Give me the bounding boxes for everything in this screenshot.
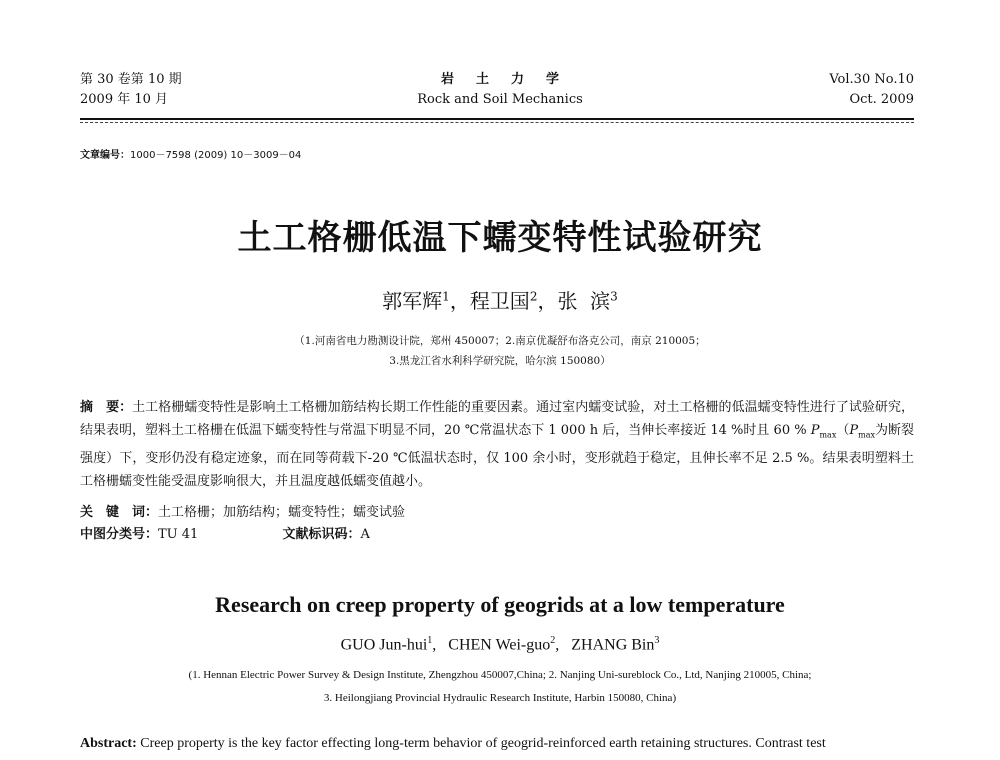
journal-name-en: Rock and Soil Mechanics (417, 92, 583, 107)
volume-number-en: Vol.30 No.10 (829, 72, 914, 87)
header-rule (80, 118, 914, 120)
title-english: Research on creep property of geogrids at a low temperature (215, 592, 785, 617)
keywords-chinese (80, 501, 914, 520)
author-cn: 郭军辉 (382, 289, 443, 313)
keywords-value: 土工格栅；加筋结构；蠕变特性；蠕变试验 (158, 505, 406, 520)
pmax-symbol: P (849, 423, 859, 438)
affiliation-en-line: (1. Hennan Electric Power Survey & Design Institute, Zhengzhou 450007,China; 2. Nanjing Uni-sureblock Co., Ltd, Nanjing 210005, China; (188, 669, 812, 681)
affiliation-cn-line: 3.黑龙江省水利科学研究院，哈尔滨 150080） (389, 355, 611, 367)
abstract-cn-text: （ (836, 423, 850, 438)
authors-chinese: 郭军辉$^1$，程卫国$^2$，张 滨$^3$ (382, 289, 618, 313)
author-affiliation-mark: 2 (529, 289, 538, 304)
abstract-en-label: Abstract: (80, 736, 137, 751)
title-chinese: 土工格栅低温下蠕变特性试验研究 (237, 218, 763, 258)
author-affiliation-mark: 3 (610, 289, 618, 304)
volume-issue: 第 30 卷第 10 期 (80, 72, 182, 87)
author-cn: 张 滨 (557, 289, 611, 313)
author-cn: 程卫国 (469, 289, 530, 313)
issue-date-en: Oct. 2009 (849, 92, 914, 107)
author-en: ZHANG Bin (571, 636, 655, 654)
clc-label: 中图分类号： (80, 527, 159, 542)
author-en: GUO Jun-hui (340, 636, 428, 654)
abstract-cn-label: 摘 要： (80, 400, 133, 415)
document-code-label: 文献标识码： (282, 527, 361, 542)
abstract-cn-text: 为断裂强度）下，变形仍没有稳定迹象，而在同等荷载下-20 ℃低温状态时，仅 100 余小时，变形就趋于稳定，且伸长率不足 2.5 %。结果表明塑料土工格栅蠕变性能受温度影响很大，并且温度越低蠕变值越小。 (80, 423, 914, 489)
affiliation-cn-line: （1.河南省电力勘测设计院，郑州 450007；2.南京优凝舒布洛克公司，南京 210005； (294, 335, 706, 347)
header-rule-dashed (80, 122, 914, 123)
abstract-en-text: Creep property is the key factor effecting long-term behavior of geogrid-reinforced earth retaining structures. Contrast test (136, 736, 826, 751)
pmax-subscript: max (819, 430, 837, 440)
keywords-label: 关 键 词： (80, 505, 159, 520)
author-affiliation-mark: 2 (550, 635, 556, 646)
classification-row (80, 523, 914, 542)
abstract-english (80, 736, 914, 752)
authors-english: GUO Jun-hui$^1$, CHEN Wei-guo$^2$, ZHANG Bin$^3$ (340, 635, 660, 654)
author-affiliation-mark: 1 (427, 635, 433, 646)
article-number-label: 文章编号： (80, 150, 130, 161)
author-affiliation-mark: 1 (442, 289, 450, 304)
issue-date: 2009 年 10 月 (80, 92, 169, 107)
abstract-cn-text: 土工格栅蠕变特性是影响土工格栅加筋结构长期工作性能的重要因素。通过室内蠕变试验，对土工格栅的低温蠕变特性进行了试验研究，结果表明，塑料土工格栅在低温下蠕变特性与常温下明显不同，20 ℃常温状态下 1 000 h 后，当伸长率接近 14 %时且 60 % (80, 400, 914, 438)
abstract-chinese (80, 396, 914, 493)
journal-volume-info (829, 70, 914, 110)
article-number-value: 1000－7598 (2009) 10－3009－04 (130, 150, 302, 161)
document-code-value: A (360, 527, 370, 542)
author-en: CHEN Wei-guo (448, 636, 551, 654)
affiliation-en-line: 3. Heilongjiang Provincial Hydraulic Research Institute, Harbin 150080, China) (323, 692, 677, 704)
pmax-subscript: max (858, 430, 875, 440)
author-affiliation-mark: 3 (654, 635, 660, 646)
journal-name-cn: 岩土力学 (440, 72, 581, 87)
article-number (80, 146, 301, 161)
clc-value: TU 41 (158, 527, 199, 542)
pmax-symbol: P (810, 423, 820, 438)
